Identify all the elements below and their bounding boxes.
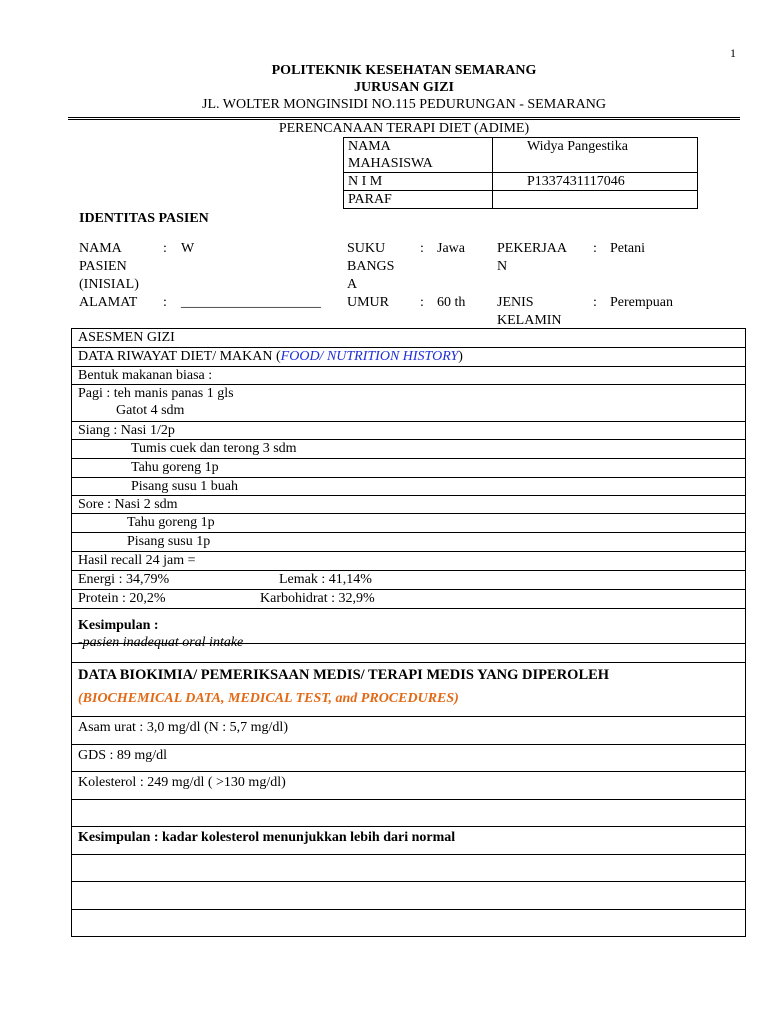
colon: :: [593, 241, 597, 256]
blank-row[interactable]: [72, 644, 745, 663]
assessment-table: [71, 328, 746, 937]
patient-name-value: W: [181, 241, 195, 256]
evening-item-row: Pisang susu 1p: [72, 533, 745, 552]
age-label: UMUR: [347, 295, 390, 310]
recall-row: Hasil recall 24 jam =: [72, 552, 745, 571]
protein-carb-row: [72, 590, 745, 609]
header-rule-thin: [68, 119, 740, 120]
uric-acid-row: Asam urat : 3,0 mg/dl (N : 5,7 mg/dl): [72, 717, 745, 745]
colon: :: [163, 295, 167, 310]
student-info-table: [343, 137, 698, 209]
usual-food-row: Bentuk makanan biasa :: [72, 367, 745, 385]
institution-address: JL. WOLTER MONGINSIDI NO.115 PEDURUNGAN - SEMARANG: [202, 97, 606, 112]
noon-item-row: Pisang susu 1 buah: [72, 478, 745, 496]
morning-meal-row: Pagi : teh manis panas 1 gls Gatot 4 sdm: [72, 385, 745, 422]
page-number: 1: [730, 46, 736, 60]
carb-value: Karbohidrat : 32,9%: [260, 591, 375, 606]
evening-meal-row: Sore : Nasi 2 sdm: [72, 496, 745, 514]
energy-fat-row: [72, 571, 745, 590]
diet-conclusion-row: [72, 609, 745, 650]
biochem-conclusion-row: Kesimpulan : kadar kolesterol menunjukkan lebih dari normal: [72, 827, 745, 855]
occupation-label: PEKERJAA N: [497, 241, 568, 274]
colon: :: [163, 241, 167, 256]
biochem-title-en: (BIOCHEMICAL DATA, MEDICAL TEST, and PROCEDURES): [78, 691, 459, 706]
blank-row[interactable]: [72, 882, 745, 910]
gds-row: GDS : 89 mg/dl: [72, 745, 745, 772]
conclusion-label: Kesimpulan :: [78, 618, 159, 633]
colon: :: [420, 241, 424, 256]
paraf-label: PARAF: [344, 191, 493, 209]
department-name: JURUSAN GIZI: [354, 80, 454, 95]
student-name-value: Widya Pangestika: [493, 138, 698, 173]
patient-identity-heading: IDENTITAS PASIEN: [79, 211, 209, 226]
cholesterol-row: Kolesterol : 249 mg/dl ( >130 mg/dl): [72, 772, 745, 800]
noon-meal-row: Siang : Nasi 1/2p: [72, 422, 745, 440]
fat-value: Lemak : 41,14%: [279, 572, 372, 587]
patient-address-value: ____________________: [181, 295, 321, 310]
paraf-field[interactable]: [493, 191, 698, 209]
blank-row[interactable]: [72, 855, 745, 882]
biochem-header-row: [72, 663, 745, 717]
evening-item-row: Tahu goreng 1p: [72, 514, 745, 533]
student-name-label: NAMA MAHASISWA: [344, 138, 493, 173]
student-nim-row: [344, 173, 698, 191]
patient-name-label: NAMA PASIEN (INISIAL): [79, 241, 139, 292]
noon-item-row: Tahu goreng 1p: [72, 459, 745, 478]
assessment-title: ASESMEN GIZI: [72, 329, 745, 348]
noon-item-row: Tumis cuek dan terong 3 sdm: [72, 440, 745, 459]
form-title: PERENCANAAN TERAPI DIET (ADIME): [278, 121, 530, 136]
ethnic-label: SUKU BANGS A: [347, 241, 395, 292]
conclusion-text: -pasien inadequat oral intake: [78, 635, 244, 650]
blank-row[interactable]: [72, 800, 745, 827]
patient-address-label: ALAMAT: [79, 295, 138, 310]
nim-label: N I M: [344, 173, 493, 191]
blank-row[interactable]: [72, 910, 745, 937]
energy-value: Energi : 34,79%: [78, 572, 170, 587]
gender-value: Perempuan: [610, 295, 673, 310]
header-rule-thick: [68, 117, 740, 118]
paraf-row: [344, 191, 698, 209]
colon: :: [420, 295, 424, 310]
student-name-row: [344, 138, 698, 173]
institution-name: POLITEKNIK KESEHATAN SEMARANG: [271, 63, 537, 78]
diet-history-header: DATA RIWAYAT DIET/ MAKAN (FOOD/ NUTRITION HISTORY): [72, 348, 745, 367]
gender-label: JENIS KELAMIN: [497, 295, 562, 328]
age-value: 60 th: [437, 295, 466, 310]
colon: :: [593, 295, 597, 310]
occupation-value: Petani: [610, 241, 645, 256]
ethnic-value: Jawa: [437, 241, 465, 256]
protein-value: Protein : 20,2%: [78, 591, 166, 606]
biochem-title: DATA BIOKIMIA/ PEMERIKSAAN MEDIS/ TERAPI MEDIS YANG DIPEROLEH: [78, 667, 610, 683]
nim-value: P1337431117046: [493, 173, 698, 191]
